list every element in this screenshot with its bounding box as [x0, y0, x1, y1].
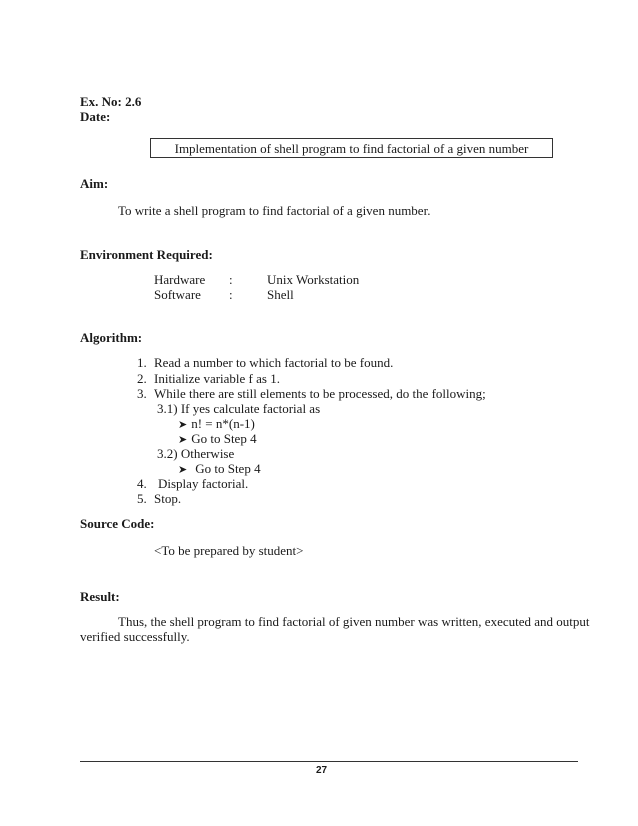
algorithm-substep: 3.2) Otherwise: [157, 446, 235, 461]
arrow-bullet-icon: ➤: [178, 463, 188, 476]
step-number: 1.: [137, 355, 147, 370]
bullet-item: ➤ n! = n*(n-1): [178, 416, 255, 431]
result-heading: Result:: [80, 589, 120, 604]
title-box: [150, 138, 553, 158]
aim-heading: Aim:: [80, 176, 109, 191]
footer-divider: [80, 761, 578, 762]
software-separator: :: [229, 287, 233, 302]
hardware-separator: :: [229, 272, 233, 287]
algorithm-step: Stop.: [154, 491, 182, 506]
aim-text: To write a shell program to find factorial of a given number.: [118, 203, 431, 218]
hardware-label: Hardware: [154, 272, 206, 287]
step-number: 5.: [137, 491, 147, 506]
source-code-heading: Source Code:: [80, 516, 155, 531]
date-label: Date:: [80, 109, 111, 124]
algorithm-step: Display factorial.: [158, 476, 249, 491]
algorithm-step: Initialize variable f as 1.: [154, 371, 280, 386]
software-value: Shell: [267, 287, 294, 302]
exercise-number: Ex. No: 2.6: [80, 94, 142, 109]
software-label: Software: [154, 287, 201, 302]
result-text-line1: Thus, the shell program to find factorial of given number was written, executed and output: [118, 614, 590, 629]
environment-heading: Environment Required:: [80, 247, 213, 262]
algorithm-heading: Algorithm:: [80, 330, 143, 345]
bullet-item: ➤ Go to Step 4: [178, 461, 261, 476]
algorithm-substep: 3.1) If yes calculate factorial as: [157, 401, 321, 416]
step-number: 3.: [137, 386, 147, 401]
bullet-item: ➤ Go to Step 4: [178, 431, 257, 446]
result-text-line2: verified successfully.: [80, 629, 190, 644]
algorithm-step: While there are still elements to be processed, do the following;: [154, 386, 486, 401]
hardware-value: Unix Workstation: [267, 272, 360, 287]
step-number: 2.: [137, 371, 147, 386]
page-number: 27: [316, 765, 328, 776]
algorithm-step: Read a number to which factorial to be found.: [154, 355, 394, 370]
source-code-placeholder: <To be prepared by student>: [154, 543, 304, 558]
step-number: 4.: [137, 476, 147, 491]
page-title: Implementation of shell program to find factorial of a given number: [174, 141, 529, 156]
arrow-bullet-icon: ➤: [178, 433, 188, 446]
arrow-bullet-icon: ➤: [178, 418, 188, 431]
